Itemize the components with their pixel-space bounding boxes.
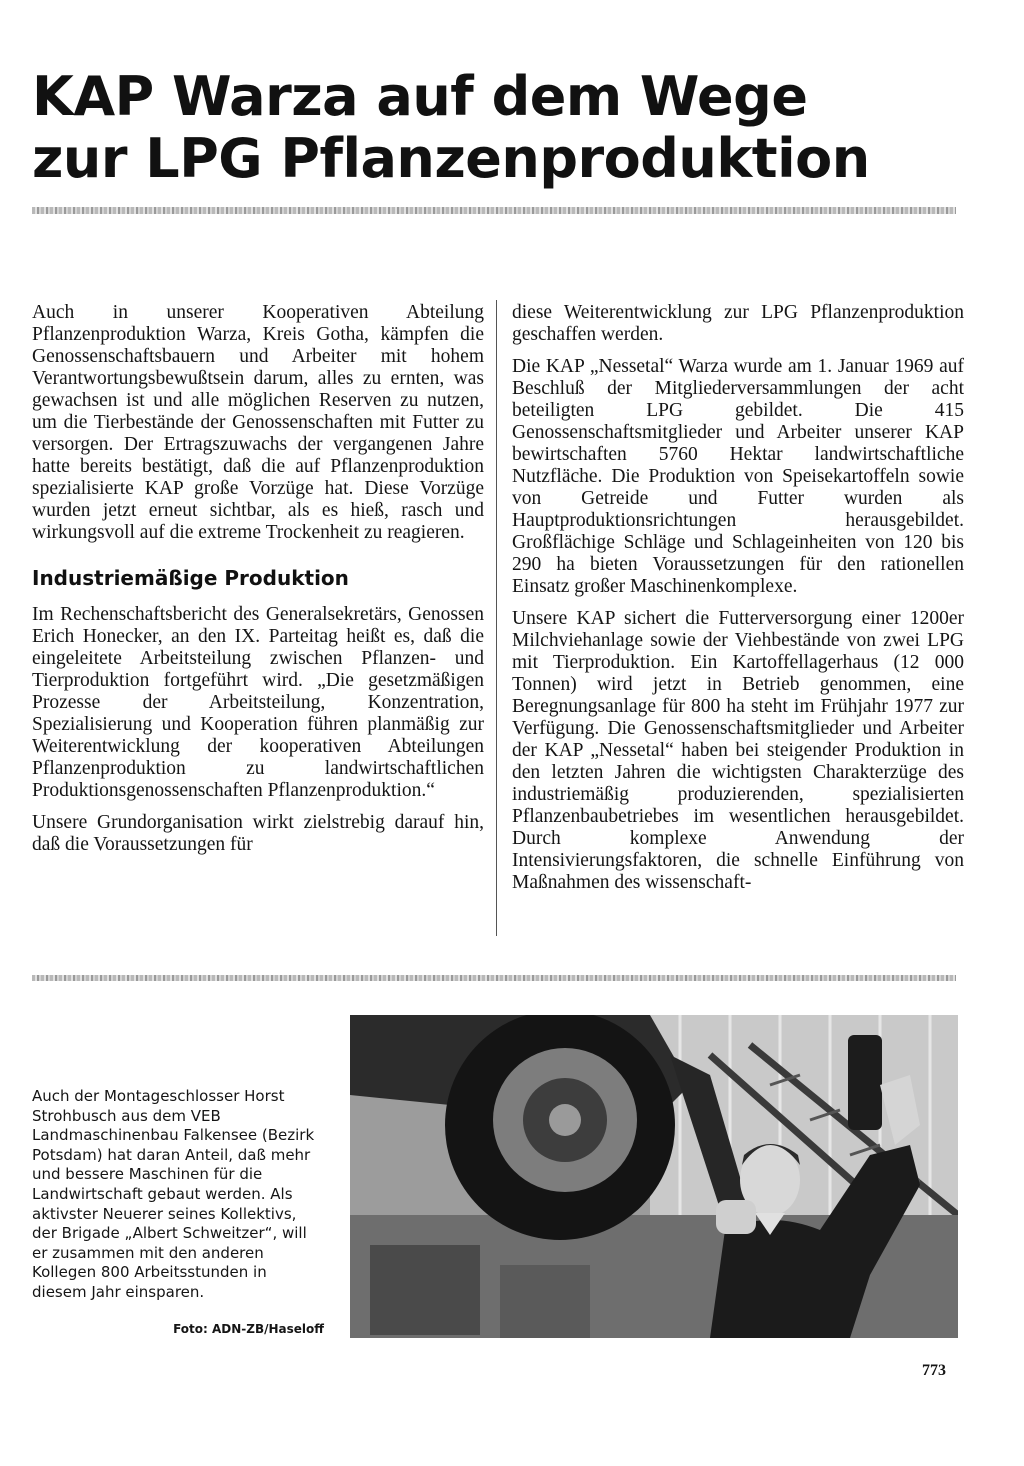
photo-caption: Auch der Montageschlosser Horst Strohbusch aus dem VEB Landmaschinenbau Falkensee (Bezirk Potsdam) hat daran Anteil, daß mehr und bessere Maschinen für die Landwirtschaft gebaut werden. Als aktivster Neuerer seines Kollektivs, der Brigade „Albert Schweitzer“, will er zusammen mit den anderen Kollegen 800 Arbeitsstunden in diesem Jahr einsparen.: [32, 1087, 315, 1301]
left-column: [32, 302, 484, 856]
page-number: 773: [922, 1362, 946, 1379]
article-title-line-2: zur LPG Pflanzenproduktion: [32, 127, 870, 190]
photo-credit: Foto: ADN-ZB/Haseloff: [173, 1322, 324, 1336]
column-divider: [496, 300, 497, 936]
photo-divider: [32, 975, 956, 981]
continuation-paragraph: diese Weiterentwicklung zur LPG Pflanzenproduktion geschaffen werden.: [512, 302, 964, 345]
section-subheading: Industriemäßige Produktion: [32, 566, 349, 590]
supply-paragraph: Unsere KAP sichert die Futterversorgung einer 1200er Milchviehanlage sowie der Viehbestände von zwei LPG mit Tierproduktion. Ein Kartoffellagerhaus (12 000 Tonnen) wird jetzt in Betrieb genommen, eine Beregnungsanlage für 800 ha steht im Frühjahr 1977 zur Verfügung. Die Genossenschaftsmitglieder und Arbeiter der KAP „Nessetal“ haben bei steigender Produktion in den letzten Jahren die wichtigsten Charakterzüge des industriemäßig produzierenden, spezialisierten Pflanzenbaubetriebes im wesentlichen herausgebildet. Durch komplexe Anwendung der Intensivierungsfaktoren, die schnelle Einführung von Maßnahmen des wissenschaft-: [512, 608, 964, 893]
mechanic-photo-illustration: [350, 1015, 958, 1338]
organisation-paragraph: Unsere Grundorganisation wirkt zielstrebig darauf hin, daß die Voraussetzungen für: [32, 812, 484, 855]
article-title: [32, 66, 962, 190]
history-paragraph: Die KAP „Nessetal“ Warza wurde am 1. Januar 1969 auf Beschluß der Mitgliederversammlungen der acht beteiligten LPG gebildet. Die 415 Genossenschaftsmitglieder und Arbeiter unserer KAP bewirtschaften 5760 Hektar landwirtschaftliche Nutzfläche. Die Produktion von Speisekartoffeln sowie von Getreide und Futter wurden als Hauptproduktionsrichtungen herausgebildet. Großflächige Schläge und Schlageinheiten von 120 bis 290 ha bieten Voraussetzungen für den rationellen Einsatz großer Maschinenkomplexe.: [512, 356, 964, 597]
top-divider: [32, 207, 956, 214]
report-paragraph: Im Rechenschaftsbericht des Generalsekretärs, Genossen Erich Honecker, an den IX. Parteitag heißt es, daß die eingeleitete Arbeitsteilung zwischen Pflanzen- und Tierproduktion fortgeführt wird. „Die gesetzmäßigen Prozesse der Arbeitsteilung, Konzentration, Spezialisierung und Kooperation führen planmäßig zur Weiterentwicklung der kooperativen Abteilungen Pflanzenproduktion zu landwirtschaftlichen Produktionsgenossenschaften Pflanzenproduktion.“: [32, 604, 484, 801]
article-title-line-1: KAP Warza auf dem Wege: [32, 65, 808, 128]
mechanic-photo: [350, 1015, 958, 1338]
intro-paragraph: Auch in unserer Kooperativen Abteilung Pflanzenproduktion Warza, Kreis Gotha, kämpfen die Genossenschaftsbauern und Arbeiter mit hohem Verantwortungsbewußtsein darum, alles zu ernten, was gewachsen ist und alle möglichen Reserven zu nutzen, um die Tierbestände der Genossenschaften mit Futter zu versorgen. Der Ertragszuwachs der vergangenen Jahre hatte bereits bestätigt, daß die auf Pflanzenproduktion spezialisierte KAP große Vorzüge hat. Diese Vorzüge wurden jetzt erneut sichtbar, als es hieß, rasch und wirkungsvoll auf die extreme Trockenheit zu reagieren.: [32, 302, 484, 543]
right-column: [512, 302, 964, 894]
